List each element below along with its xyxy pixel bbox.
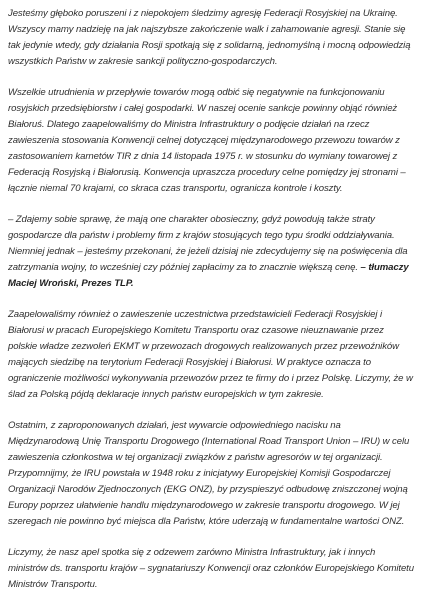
paragraph-closing — [8, 545, 414, 593]
paragraph-text: Jesteśmy głęboko poruszeni i z niepokojem śledzimy agresję Federacji Rosyjskiej na Ukrainę. Wszyscy mamy nadzieję na jak najszybsze zakończenie walk i zahamowanie agresji. Stanie się tak jedynie wtedy, gdy działania Rosji spotkają się z solidarną, jednomyślną i mocną odpowiedzią wszystkich Państw w zakresie sankcji polityczno-gospodarczych. — [8, 8, 411, 67]
paragraph-quote — [8, 212, 414, 292]
quote-attribution: – tłumaczy Maciej Wroński, Prezes TLP. — [8, 262, 409, 289]
paragraph-text: Zaapelowaliśmy również o zawieszenie uczestnictwa przedstawicieli Federacji Rosyjskiej i Białorusi w pracach Europejskiego Komitetu Transportu oraz czasowe nieuznawanie przez polskie władze zezwoleń EKMT w przewozach drogowych realizowanych przez przewoźników mających siedzibę na terytorium Federacji Rosyjskiej i Białorusi. W praktyce oznacza to ograniczenie możliwości wykonywania przewozów przez te firmy do i przez Polskę. Liczymy, że w ślad za Polską pójdą deklaracje innych państw europejskich w tym zakresie. — [8, 309, 413, 400]
paragraph-text: Liczymy, że nasz apel spotka się z odzewem zarówno Ministra Infrastruktury, jak i innych ministrów ds. transportu krajów – sygnatariuszy Konwencji oraz członków Europejskiego Komitetu Ministrów Transportu. — [8, 547, 414, 590]
paragraph-text: Ostatnim, z zaproponowanych działań, jest wywarcie odpowiedniego nacisku na Międzynarodową Unię Transportu Drogowego (International Road Transport Union – IRU) w celu zawieszenia członkostwa w tej organizacji związków z państw agresorów w tej organizacji. Przypomnijmy, że IRU powstała w 1948 roku z inicjatywy Europejskiej Komisji Gospodarczej Organizacji Narodów Zjednoczonych (EKG ONZ), by przyspieszyć odbudowę zniszczonej wojną Europy poprzez ułatwienie handlu międzynarodowego w zakresie transportu drogowego. W jej szeregach nie powinno być miejsca dla Państw, które uderzają w fundamentalne wartości ONZ. — [8, 420, 410, 527]
paragraph-intro — [8, 6, 414, 70]
paragraph-sanctions — [8, 85, 414, 197]
paragraph-text: Wszelkie utrudnienia w przepływie towarów mogą odbić się negatywnie na funkcjonowaniu rosyjskich przedsiębiorstw i całej gospodarki. W naszej ocenie sankcje powinny objąć również Białoruś. Dlatego zaapelowaliśmy do Ministra Infrastruktury o podjęcie działań na rzecz zawieszenia stosowania Konwencji celnej dotyczącej międzynarodowego przewozu towarów z zastosowaniem karnetów TIR z dnia 14 listopada 1975 r. w stosunku do wymiany towarowej z Federacją Rosyjską i Białorusią. Konwencja upraszcza procedury celne pomiędzy jej stronami – łącznie niemal 70 krajami, co skraca czas transportu, ogranicza kontrole i koszty. — [8, 87, 406, 194]
paragraph-iru — [8, 418, 414, 530]
quote-text: – Zdajemy sobie sprawę, że mają one charakter obosieczny, gdyż powodują także straty gospodarcze dla państw i problemy firm z krajów stosujących tego typu środki oddziaływania. Niemniej jednak – jesteśmy przekonani, że jeżeli dzisiaj nie zdecydujemy się na poświęcenia dla zatrzymania wojny, to wcześniej czy później zapłacimy za to znacznie większą cenę. — [8, 214, 408, 273]
paragraph-ekmt — [8, 307, 414, 403]
